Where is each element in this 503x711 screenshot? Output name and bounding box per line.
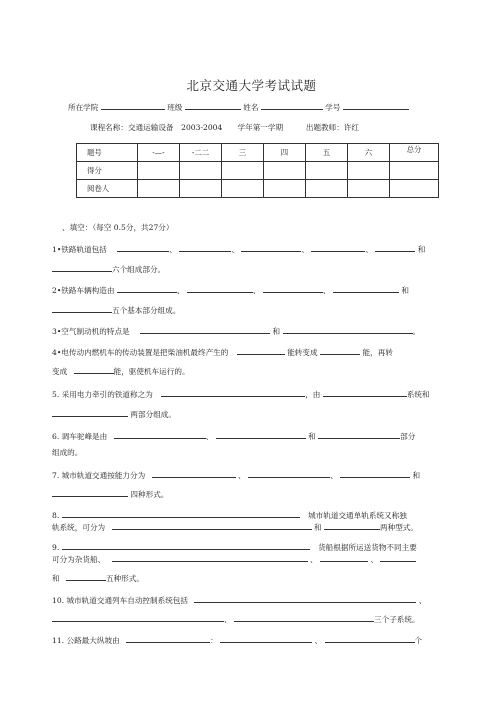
question-4 <box>52 346 393 358</box>
score-cell <box>138 162 180 180</box>
question-text: 两部分组成。 <box>130 410 176 419</box>
answer-blank <box>117 284 177 293</box>
question-text: 、 <box>301 245 309 254</box>
answer-blank <box>152 469 236 478</box>
answer-blank <box>263 284 323 293</box>
grader-cell <box>180 180 222 198</box>
answer-blank <box>320 346 360 355</box>
answer-blank <box>52 304 112 313</box>
answer-blank <box>325 634 415 643</box>
question-text: 3•空气制动机的特点是 <box>52 327 130 336</box>
question-text: 能转变成 <box>287 348 318 357</box>
grader-cell <box>306 180 348 198</box>
question-9-cont <box>52 553 416 565</box>
question-5 <box>52 388 430 400</box>
row-label: 阅卷人 <box>77 180 138 198</box>
table-header-cell: 五 <box>306 144 348 162</box>
question-text: 8. <box>52 511 60 520</box>
question-3 <box>52 325 420 337</box>
question-8-cont <box>52 521 418 533</box>
grader-cell <box>138 180 180 198</box>
score-cell <box>180 162 222 180</box>
answer-blank <box>375 243 415 252</box>
answer-blank <box>52 408 128 417</box>
question-text: 、 <box>365 245 373 254</box>
answer-blank <box>179 243 231 252</box>
question-2 <box>52 284 409 296</box>
question-4-cont <box>52 365 190 377</box>
question-text: 六个组成部分。 <box>112 265 166 274</box>
question-text: 和 <box>412 471 421 480</box>
school-blank <box>101 101 165 110</box>
question-text: 、 <box>176 286 185 295</box>
question-1 <box>52 243 425 255</box>
question-7-cont <box>52 488 168 500</box>
question-text: 、 <box>330 471 338 480</box>
table-header-cell: 题号 <box>77 144 138 162</box>
question-text: 和 <box>272 327 281 336</box>
question-text: 和 <box>308 432 316 441</box>
school-label: 所在学院 <box>68 103 99 112</box>
question-text: 城市轨道交通单轨系统又称独 <box>308 511 407 520</box>
answer-blank <box>283 325 413 334</box>
question-text: 10. 城市轨道交通列车自动控制系统包括 <box>52 596 188 605</box>
question-text: 部分 <box>400 432 416 441</box>
question-2-cont <box>52 304 180 316</box>
question-text: 、 <box>370 555 379 564</box>
score-cell <box>222 162 264 180</box>
question-10-cont <box>52 613 420 625</box>
question-text: 五个基本部分组成。 <box>112 306 181 315</box>
question-text: 、 <box>205 432 214 441</box>
table-header-cell: 四 <box>264 144 306 162</box>
answer-blank <box>52 613 224 622</box>
score-cell <box>264 162 306 180</box>
question-text: 和 <box>401 286 409 295</box>
question-text: 4•电传动内燃机车的传动装置是把柴油机最终产生的 <box>52 348 229 357</box>
question-text: 和 <box>52 574 60 583</box>
question-11 <box>52 634 422 646</box>
question-text: 和 <box>417 245 426 254</box>
answer-blank <box>318 430 400 439</box>
answer-blank <box>380 553 416 562</box>
question-text: 、 <box>310 555 318 564</box>
question-text: 可分为杂货船、 <box>52 555 106 564</box>
question-text: 、 <box>238 471 246 480</box>
answer-blank <box>161 388 305 397</box>
answer-blank <box>237 346 285 355</box>
answer-blank <box>62 509 300 518</box>
answer-blank <box>112 553 308 562</box>
answer-blank <box>333 284 399 293</box>
question-9-cont2 <box>52 572 144 584</box>
name-label: 姓名 <box>243 103 259 112</box>
score-table-header-row <box>77 144 439 162</box>
question-text: 和 <box>314 523 322 532</box>
class-blank <box>185 101 241 110</box>
table-header-cell: 三 <box>222 144 264 162</box>
answer-blank <box>74 365 114 374</box>
section-title: 、填空：（每空 0.5分，共27分） <box>62 223 174 232</box>
answer-blank <box>340 469 410 478</box>
question-text: 五种形式。 <box>106 574 144 583</box>
question-text: 5. 采用电力牵引的铁道称之为 <box>52 390 153 399</box>
question-text: ，由 <box>305 390 321 399</box>
question-5-cont <box>52 408 176 420</box>
student-info-line <box>68 101 409 113</box>
question-text: 7. 城市轨道交通按能力分为 <box>52 471 146 480</box>
answer-blank <box>62 541 310 550</box>
table-header-cell: -二二 <box>180 144 222 162</box>
answer-blank <box>323 388 407 397</box>
question-text: 变成 <box>52 367 68 376</box>
answer-blank <box>52 488 128 497</box>
table-header-cell: 总分 <box>390 144 439 162</box>
question-text: 。 <box>412 327 421 336</box>
grader-row <box>77 180 439 198</box>
name-blank <box>261 101 323 110</box>
question-8 <box>52 509 407 521</box>
answer-blank <box>126 634 210 643</box>
question-text: 6. 调车驼峰是由 <box>52 432 108 441</box>
table-header-cell: -—- <box>138 144 180 162</box>
question-text: 1•铁路轨道包括 <box>52 245 107 254</box>
question-text: 、 <box>169 245 177 254</box>
id-label: 学号 <box>325 103 341 112</box>
question-text: ： <box>210 636 218 645</box>
answer-blank <box>112 521 312 530</box>
question-text: 2•铁路车辆构造由 <box>52 286 115 295</box>
score-row <box>77 162 439 180</box>
question-text: 两种型式。 <box>380 523 418 532</box>
answer-blank <box>140 325 270 334</box>
answer-blank <box>194 594 416 603</box>
question-text: 四种形式。 <box>130 490 169 499</box>
grader-cell <box>222 180 264 198</box>
question-6 <box>52 430 415 442</box>
table-header-cell: 六 <box>348 144 390 162</box>
score-cell <box>390 162 439 180</box>
question-text: 、 <box>231 245 239 254</box>
question-text: 轨系统，可分为 <box>52 523 106 532</box>
grader-cell <box>390 180 439 198</box>
question-text: 系统和 <box>406 390 430 399</box>
question-text: 能，再转 <box>362 348 393 357</box>
question-text: 、 <box>322 286 331 295</box>
answer-blank <box>311 243 365 252</box>
grader-cell <box>348 180 390 198</box>
answer-blank <box>216 430 306 439</box>
row-label: 得分 <box>77 162 138 180</box>
answer-blank <box>234 613 374 622</box>
question-text: 、 <box>252 286 261 295</box>
grader-cell <box>264 180 306 198</box>
question-9 <box>52 541 417 553</box>
answer-blank <box>52 263 112 272</box>
answer-blank <box>248 469 330 478</box>
course-info-line: 课程名称：交通运输设备 2003-2004 学年第一学期 出题教师：许红 <box>90 123 360 132</box>
question-text: 9. <box>52 543 60 552</box>
answer-blank <box>187 284 253 293</box>
score-table <box>76 143 439 198</box>
question-text: 、 <box>418 596 427 605</box>
question-6-cont: 组成的。 <box>52 448 83 457</box>
class-label: 班级 <box>167 103 183 112</box>
answer-blank <box>220 634 312 643</box>
question-text: 个 <box>414 636 423 645</box>
answer-blank <box>114 430 206 439</box>
answer-blank <box>324 521 380 530</box>
question-text: 、 <box>224 615 232 624</box>
answer-blank <box>66 572 106 581</box>
question-text: 能，驱使机车运行的。 <box>113 367 190 376</box>
question-text: 货船根据所运送货物不同主要 <box>318 543 417 552</box>
answer-blank <box>320 553 368 562</box>
question-text: 、 <box>314 636 323 645</box>
question-text: 11. 公路最大纵坡由 <box>52 636 120 645</box>
question-1-cont <box>52 263 165 275</box>
answer-blank <box>117 243 169 252</box>
id-blank <box>343 101 409 110</box>
question-10 <box>52 594 426 606</box>
exam-title: 北京交通大学考试试题 <box>186 78 317 93</box>
score-cell <box>306 162 348 180</box>
question-7 <box>52 469 420 481</box>
score-cell <box>348 162 390 180</box>
answer-blank <box>241 243 301 252</box>
question-text: 三个子系统。 <box>374 615 420 624</box>
